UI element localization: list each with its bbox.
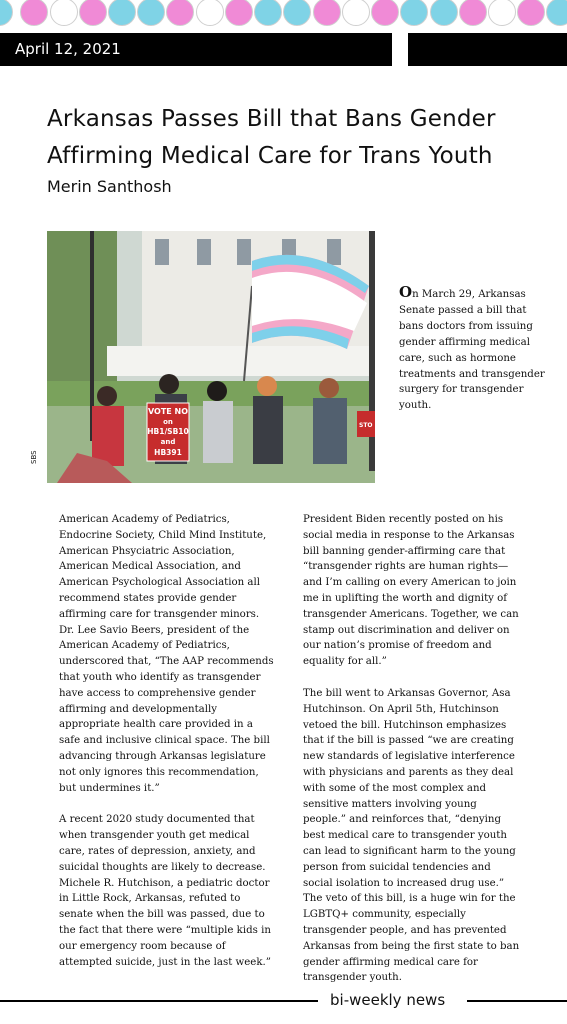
issue-date: April 12, 2021 [15, 40, 121, 58]
date-bar [0, 33, 392, 66]
dot [342, 0, 370, 26]
dot [0, 0, 13, 26]
body-paragraph: A recent 2020 study documented that when transgender youth get medical care, rates of depression, anxiety, and suicidal thoughts are likely to decrease. Michele R. Hutchison, a pediatric doctor in Little Rock, Arkansas, refuted to senate when the bill was passed, due to the fact that there were “multiple kids in our emergency room because of attempted suicide, just in the last week.” [59, 814, 271, 968]
body-column-left [59, 512, 277, 986]
dot [430, 0, 458, 26]
dot [459, 0, 487, 26]
sign-text-stop: STO [359, 422, 373, 429]
dot [225, 0, 253, 26]
dot [400, 0, 428, 26]
lede-paragraph [399, 285, 549, 414]
sign-text-bill-2: HB391 [154, 448, 182, 457]
lede-text: n March 29, Arkansas Senate passed a bill that bans doctors from issuing gender affirming medical care, such as hormone treatments and transgender surgery for transgender youth. [399, 289, 545, 412]
dot [254, 0, 282, 26]
dot [20, 0, 48, 26]
dot [517, 0, 545, 26]
sign-text-and: and [160, 438, 176, 446]
footer-rule-right [467, 1000, 567, 1002]
footer-rule-left [0, 1000, 318, 1002]
article-title-line-1: Arkansas Passes Bill that Bans Gender [47, 106, 496, 132]
drop-cap: O [399, 283, 413, 301]
body-paragraph: The bill went to Arkansas Governor, Asa Hutchinson. On April 5th, Hutchinson vetoed the bill. Hutchinson emphasizes that if the bill is passed “we are creating new standards of legislative interference with physicians and parents as they deal with some of the most complex and sensitive matters involving young people.” and reinforces that, “denying best medical care to transgender youth can lead to significant harm to the young person from suicidal tendencies and social isolation to increased drug use.” The veto of this bill, is a huge win for the LGBTQ+ community, especially transgender people, and has prevented Arkansas from being the first state to ban gender affirming medical care for transgender youth. [303, 687, 520, 984]
decorative-dot-border [0, 0, 567, 28]
dot [196, 0, 224, 26]
publication-name: bi-weekly news [330, 991, 446, 1009]
author-byline: Merin Santhosh [47, 177, 172, 196]
body-column-right [303, 512, 521, 1002]
dot [371, 0, 399, 26]
body-paragraph: American Academy of Pediatrics, Endocrine Society, Child Mind Institute, American Phsyciatric Association, American Medical Association, and American Psychological Association all recommend states provide gender affirming care for transgender minors. Dr. Lee Savio Beers, president of the American Academy of Pediatrics, underscored that, “The AAP recommends that youth who identify as transgender have access to comprehensive gender affirming and developmentally appropriate health care provided in a safe and inclusive clinical space. The bill advancing through Arkansas legislature not only ignores this recommendation, but undermines it.” [59, 514, 274, 794]
sign-text-on: on [163, 418, 173, 426]
dot [79, 0, 107, 26]
dot [50, 0, 78, 26]
dot [108, 0, 136, 26]
sign-text-bill-1: HB1/SB10 [147, 427, 189, 436]
body-paragraph: President Biden recently posted on his social media in response to the Arkansas bill banning gender-affirming care that “transgender rights are human rights—and I’m calling on every American to join me in uplifting the worth and dignity of transgender Americans. Together, we can stamp out discrimination and deliver on our nation’s promise of freedom and equality for all.” [303, 514, 519, 668]
dot [166, 0, 194, 26]
dot [137, 0, 165, 26]
header-bar-right [408, 33, 567, 66]
dot [313, 0, 341, 26]
dot [283, 0, 311, 26]
article-title [47, 101, 547, 175]
article-photo [47, 231, 375, 483]
dot [546, 0, 567, 26]
photo-credit: SBS [30, 450, 38, 464]
dot [488, 0, 516, 26]
sign-text-vote-no: VOTE NO [147, 407, 189, 416]
article-title-line-2: Affirming Medical Care for Trans Youth [47, 143, 493, 169]
